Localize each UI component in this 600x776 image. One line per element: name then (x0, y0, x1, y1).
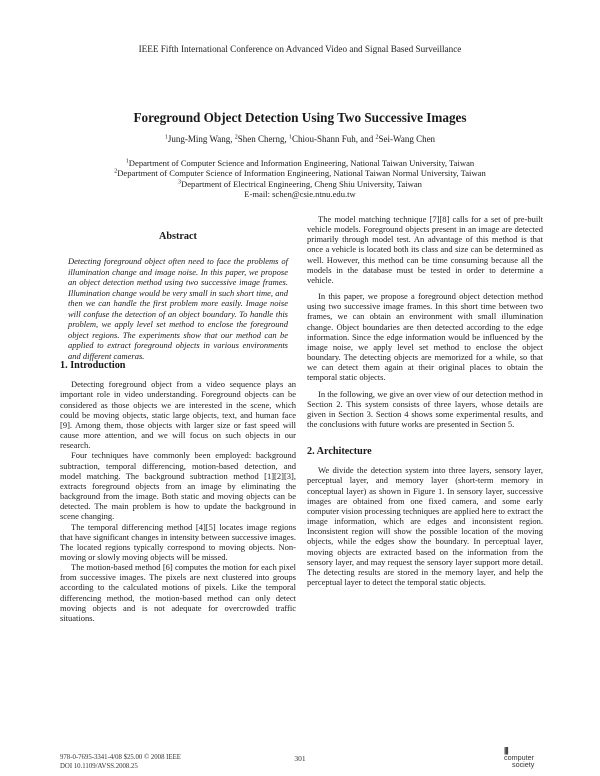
logo-mark: ||| (504, 746, 508, 755)
footer-isbn: 978-0-7695-3341-4/08 $25.00 © 2008 IEEE (60, 754, 181, 761)
author-name: Jung-Ming Wang, (167, 134, 235, 144)
affiliation-line (0, 158, 600, 168)
computer-society-logo (490, 746, 550, 770)
author-name: Shen Cherng, (237, 134, 290, 144)
author-sup: 2 (375, 134, 379, 141)
author-sup: 1 (289, 134, 293, 141)
introduction-heading: 1. Introduction (60, 360, 126, 372)
intro-paragraph: Four techniques have commonly been employed: background subtraction, temporal differencing, motion-based detection, and model matching. The background subtraction method [1][2][3], extracts foreground objects from an image by eliminating the background from the image. Both static and moving objects can be detected. The main problem is how to update the background in scene changing. (60, 450, 296, 522)
author-name: Chiou-Shann Fuh, and (292, 134, 376, 144)
author-sup: 2 (234, 134, 238, 141)
page-number: 301 (294, 754, 306, 763)
affiliation-sup: 1 (125, 158, 129, 165)
affiliation-text: Department of Computer Science and Information Engineering, National Taiwan University, Taiwan (128, 158, 475, 168)
intro-paragraph: The motion-based method [6] computes the motion for each pixel from successive images. The pixels are next clustered into groups according to the calculated motions of pixels. Like the temporal differencing method, the motion-based method can only detect moving objects and is not adequate for overcrowded traffic situations. (60, 562, 296, 623)
intro-paragraph: In this paper, we propose a foreground object detection method using two successive image frames. In this short time between two frames, we can obtain an environment with small illumination change. Object boundaries are then detected according to the edge information. Since the edge information would be influenced by the image noise, we apply level set method to enclose the object boundary. The detecting objects are memorized for a while, so that we can detect them again at their original places to obtain the temporal static objects. (307, 291, 543, 383)
affiliation-sup: 3 (178, 179, 182, 186)
footer-doi: DOI 10.1109/AVSS.2008.25 (60, 762, 138, 770)
intro-paragraph: The temporal differencing method [4][5] locates image regions that have significant changes in intensity between successive images. The located regions typically correspond to moving objects. Non-moving or slowly moving objects will be missed. (60, 521, 296, 562)
intro-paragraph: The model matching technique [7][8] calls for a set of pre-built vehicle models. Foreground objects present in an image are detected primarily through model test. An advantage of this method is that once a vehicle is located both its class and size can be determined as well. However, this method can be time consuming because all the models in the database must be tested in order to determine a vehicle. (307, 214, 543, 285)
architecture-heading: 2. Architecture (307, 446, 372, 458)
paper-title: Foreground Object Detection Using Two Successive Images (133, 110, 467, 125)
affiliation-text: Department of Electrical Engineering, Cheng Shiu University, Taiwan (181, 178, 422, 189)
abstract-text: Detecting foreground object often need to face the problems of illumination change and image noise. In this paper, we propose an object detection method using two successive image frames. Illumination change would be very small in such short time, and then we can handle the first problem more easily. Image noise will confuse the detection of an object boundary. To handle this problem, we apply level set method to enclose the foreground object regions. The experiments show that our method can be applied to extract foreground objects in various environments and different cameras. (68, 256, 288, 361)
intro-paragraph: Detecting foreground object from a video sequence plays an important role in video understanding. Foreground objects can be considered as those objects we are interested in the scene, which could be moving objects, static large objects, text, and human face [9]. Among them, those objects with larger size or fast speed will cause more attention, and we will focus on such objects in our research. (60, 379, 296, 451)
left-column (60, 220, 296, 623)
logo-text-line2: society (512, 760, 535, 769)
affiliations (0, 158, 600, 200)
affiliation-line (0, 179, 600, 189)
intro-paragraph: In the following, we give an over view of our detection method in Section 2. This system consists of three layers, whose details are given in Section 3. Section 4 shows some experimental results, and the conclusions with future works are presented in Section 5. (307, 388, 543, 429)
author-email: E-mail: schen@csie.ntnu.edu.tw (244, 189, 356, 200)
author-sup: 1 (164, 134, 168, 141)
affiliation-line (0, 168, 600, 178)
logo-text-line1: computer (504, 753, 534, 762)
author-list (0, 134, 600, 144)
architecture-paragraph: We divide the detection system into three layers, sensory layer, perceptual layer, and memory layer (short-term memory in conceptual layer) as shown in Figure 1. In sensory layer, successive images are obtained from one fixed camera, and some early computer vision processing techniques are applied here to extract the image information, which are edges and inconsistent region. Inconsistent region will show the possible location of the moving objects, while the edges show the boundary. In perceptual layer, moving objects are extracted based on the information from the sensory layer, and may request the sensory layer support more detail. The detecting results are stored in the memory layer, and help the perceptual layer to detect the temporal static objects. (307, 465, 543, 587)
affiliation-text: Department of Computer Science of Information Engineering, National Taiwan Normal University, Taiwan (117, 168, 486, 179)
right-column (307, 214, 543, 587)
author-name: Sei-Wang Chen (378, 134, 436, 144)
abstract-heading: Abstract (159, 231, 197, 242)
affiliation-sup: 2 (114, 168, 118, 175)
conference-header: IEEE Fifth International Conference on Advanced Video and Signal Based Surveillance (138, 44, 462, 54)
